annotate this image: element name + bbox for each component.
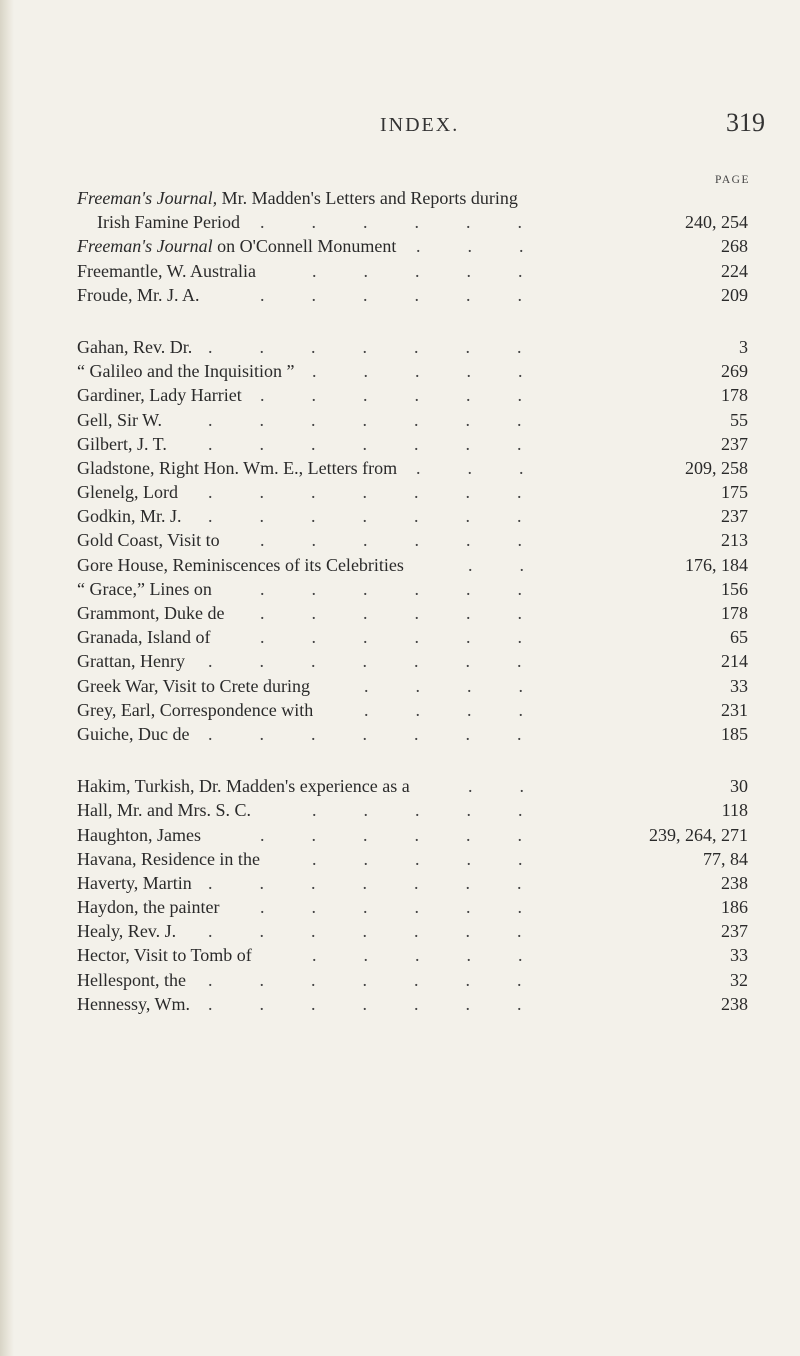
entry-term-text: Gold Coast, Visit to bbox=[77, 530, 220, 551]
entry-term bbox=[77, 259, 256, 283]
index-entry bbox=[0, 283, 800, 307]
entry-term-text: Hellespont, the bbox=[77, 969, 186, 990]
entry-term bbox=[77, 553, 404, 577]
entry-pages: 3 bbox=[739, 336, 748, 357]
entry-pages: 209, 258 bbox=[685, 457, 748, 478]
entry-pages: 238 bbox=[721, 993, 748, 1014]
entry-term-text: Hennessy, Wm. bbox=[77, 993, 190, 1014]
index-group-h bbox=[0, 774, 800, 1016]
entry-term bbox=[77, 919, 176, 943]
entry-pages: 175 bbox=[721, 482, 748, 503]
index-entry bbox=[0, 577, 800, 601]
index-entry bbox=[0, 408, 800, 432]
index-entry bbox=[0, 968, 800, 992]
entry-term-text: Grammont, Duke de bbox=[77, 603, 225, 623]
entry-term bbox=[77, 823, 201, 847]
index-entry bbox=[0, 847, 800, 871]
entry-pages: 186 bbox=[721, 897, 748, 918]
entry-term-text: Gladstone, Right Hon. Wm. E., Letters from bbox=[77, 457, 398, 478]
index-list bbox=[0, 186, 800, 1016]
entry-pages: 178 bbox=[721, 385, 748, 406]
index-entry bbox=[0, 383, 800, 407]
dot-leader: ..... bbox=[312, 260, 570, 281]
dot-leader: ...... bbox=[260, 385, 569, 406]
entry-pages: 55 bbox=[730, 409, 748, 430]
entry-term bbox=[77, 798, 251, 822]
index-entry bbox=[0, 335, 800, 359]
index-entry bbox=[0, 528, 800, 552]
dot-leader: ..... bbox=[312, 361, 570, 382]
entry-pages: 231 bbox=[721, 699, 748, 720]
index-entry bbox=[0, 992, 800, 1016]
entry-term-text: Irish Famine Period bbox=[97, 212, 240, 233]
entry-term-text: “ Galileo and the Inquisition ” bbox=[77, 361, 295, 382]
entry-pages: 237 bbox=[721, 433, 748, 454]
entry-term-italic: Freeman's Journal bbox=[77, 236, 213, 257]
entry-term-text: Froude, Mr. J. A. bbox=[77, 284, 200, 305]
entry-term bbox=[77, 283, 200, 307]
dot-leader: ...... bbox=[260, 530, 569, 551]
entry-term bbox=[77, 577, 212, 601]
entry-term-text: Gardiner, Lady Harriet bbox=[77, 385, 242, 406]
dot-leader: ..... bbox=[312, 800, 570, 821]
entry-pages: 238 bbox=[721, 872, 748, 893]
index-entry bbox=[0, 674, 800, 698]
dot-leader: .. bbox=[468, 776, 571, 797]
dot-leader: .. bbox=[468, 554, 571, 575]
index-entry bbox=[0, 432, 800, 456]
entry-term bbox=[77, 847, 260, 871]
entry-term-text: Grattan, Henry bbox=[77, 651, 185, 672]
dot-leader: ...... bbox=[260, 897, 569, 918]
entry-term-text: Freemantle, W. Australia bbox=[77, 260, 256, 281]
entry-term-text: Healy, Rev. J. bbox=[77, 921, 177, 942]
entry-term-text: Hector, Visit to Tomb of bbox=[77, 945, 252, 966]
entry-term bbox=[77, 456, 397, 480]
entry-term bbox=[77, 234, 396, 258]
entry-term bbox=[77, 625, 210, 649]
index-entry bbox=[0, 895, 800, 919]
dot-leader: ...... bbox=[260, 284, 569, 305]
entry-pages: 213 bbox=[721, 530, 748, 551]
entry-term-text: Gore House, Reminiscences of its Celebrities bbox=[77, 554, 404, 575]
page-number: 319 bbox=[726, 108, 765, 137]
dot-leader: ....... bbox=[208, 993, 569, 1014]
entry-pages: 209 bbox=[721, 284, 748, 305]
entry-term bbox=[77, 968, 186, 992]
entry-term bbox=[77, 674, 310, 698]
entry-term bbox=[77, 649, 185, 673]
entry-term bbox=[77, 943, 252, 967]
index-entry bbox=[0, 259, 800, 283]
entry-term-text: Grey, Earl, Correspondence with bbox=[77, 699, 314, 720]
entry-pages: 77, 84 bbox=[703, 848, 748, 869]
index-entry bbox=[0, 480, 800, 504]
entry-term bbox=[77, 383, 242, 407]
index-group-g bbox=[0, 335, 800, 746]
index-entry bbox=[0, 601, 800, 625]
entry-term bbox=[77, 408, 162, 432]
dot-leader: ....... bbox=[208, 506, 569, 527]
index-entry bbox=[0, 722, 800, 746]
entry-pages: 33 bbox=[730, 675, 748, 696]
entry-term bbox=[77, 774, 410, 798]
entry-term bbox=[77, 601, 224, 625]
dot-leader: .... bbox=[364, 699, 570, 720]
entry-term-text: Haydon, the painter bbox=[77, 897, 220, 918]
dot-leader: ....... bbox=[208, 433, 569, 454]
entry-pages: 224 bbox=[721, 260, 748, 281]
entry-term-text: Haverty, Martin bbox=[77, 872, 192, 893]
entry-pages: 237 bbox=[721, 921, 748, 942]
dot-leader: ...... bbox=[260, 603, 569, 623]
entry-term-text: Gahan, Rev. Dr. bbox=[77, 336, 193, 357]
entry-term-text: Guiche, Duc de bbox=[77, 723, 190, 744]
entry-pages: 32 bbox=[730, 969, 748, 990]
entry-pages: 269 bbox=[721, 361, 748, 382]
entry-term bbox=[77, 359, 294, 383]
entry-term-text: Greek War, Visit to Crete during bbox=[77, 675, 311, 696]
index-entry bbox=[0, 774, 800, 798]
entry-term-text: Gilbert, J. T. bbox=[77, 433, 167, 454]
entry-pages: 65 bbox=[730, 627, 748, 648]
dot-leader: ...... bbox=[260, 212, 569, 233]
entry-pages: 240, 254 bbox=[685, 212, 748, 233]
index-group-f bbox=[0, 186, 800, 307]
index-entry bbox=[0, 798, 800, 822]
dot-leader: ....... bbox=[208, 723, 569, 744]
entry-term-italic: Freeman's Journal, bbox=[77, 188, 218, 208]
page-header bbox=[0, 106, 800, 140]
entry-pages: 178 bbox=[721, 603, 748, 623]
dot-leader: ..... bbox=[312, 945, 570, 966]
index-entry bbox=[0, 553, 800, 577]
page-column-heading: PAGE bbox=[715, 174, 750, 186]
entry-term-text: Hakim, Turkish, Dr. Madden's experience as a bbox=[77, 776, 410, 797]
entry-pages: 176, 184 bbox=[685, 554, 748, 575]
entry-term-text: on O'Connell Monument bbox=[212, 236, 397, 257]
dot-leader: .... bbox=[364, 675, 570, 696]
entry-term-text: Godkin, Mr. J. bbox=[77, 506, 182, 527]
dot-leader: ....... bbox=[208, 482, 569, 503]
entry-term-text: “ Grace,” Lines on bbox=[77, 578, 212, 599]
entry-term bbox=[77, 698, 313, 722]
running-head: INDEX. bbox=[380, 114, 460, 136]
entry-pages: 237 bbox=[721, 506, 748, 527]
dot-leader: ..... bbox=[312, 848, 570, 869]
entry-pages: 268 bbox=[721, 236, 748, 257]
entry-pages: 30 bbox=[730, 776, 748, 797]
index-entry bbox=[0, 649, 800, 673]
dot-leader: ... bbox=[416, 457, 571, 478]
dot-leader: ....... bbox=[208, 969, 569, 990]
entry-term-text: Hall, Mr. and Mrs. S. C. bbox=[77, 800, 252, 821]
dot-leader: ... bbox=[416, 236, 571, 257]
entry-term bbox=[77, 504, 182, 528]
index-entry bbox=[0, 823, 800, 847]
entry-pages: 185 bbox=[721, 723, 748, 744]
dot-leader: ...... bbox=[260, 824, 569, 845]
dot-leader: ....... bbox=[208, 921, 569, 942]
entry-pages: 239, 264, 271 bbox=[649, 824, 748, 845]
entry-term bbox=[77, 335, 192, 359]
entry-term bbox=[77, 722, 189, 746]
entry-term-text: Glenelg, Lord bbox=[77, 482, 178, 503]
entry-term-text: Havana, Residence in the bbox=[77, 848, 260, 869]
entry-term bbox=[77, 480, 178, 504]
index-entry bbox=[0, 943, 800, 967]
index-entry bbox=[0, 186, 800, 210]
dot-leader: ....... bbox=[208, 651, 569, 672]
entry-term-text: Gell, Sir W. bbox=[77, 409, 163, 430]
dot-leader: ....... bbox=[208, 409, 569, 430]
entry-term-text: Mr. Madden's Letters and Reports during bbox=[217, 188, 518, 208]
index-entry bbox=[0, 234, 800, 258]
dot-leader: ...... bbox=[260, 578, 569, 599]
index-entry bbox=[0, 359, 800, 383]
dot-leader: ....... bbox=[208, 872, 569, 893]
entry-term bbox=[77, 186, 518, 210]
entry-term bbox=[97, 210, 240, 234]
dot-leader: ....... bbox=[208, 336, 569, 357]
entry-term bbox=[77, 871, 192, 895]
entry-pages: 156 bbox=[721, 578, 748, 599]
entry-pages: 214 bbox=[721, 651, 748, 672]
entry-term bbox=[77, 432, 167, 456]
index-entry bbox=[0, 919, 800, 943]
dot-leader: ...... bbox=[260, 627, 569, 648]
entry-term-text: Granada, Island of bbox=[77, 627, 211, 648]
entry-pages: 33 bbox=[730, 945, 748, 966]
entry-term-text: Haughton, James bbox=[77, 824, 201, 845]
entry-term bbox=[77, 528, 220, 552]
index-entry bbox=[0, 698, 800, 722]
index-entry bbox=[0, 871, 800, 895]
index-entry bbox=[0, 504, 800, 528]
index-entry bbox=[0, 625, 800, 649]
index-entry bbox=[0, 210, 800, 234]
entry-term bbox=[77, 895, 219, 919]
entry-pages: 118 bbox=[721, 800, 748, 821]
index-entry bbox=[0, 456, 800, 480]
entry-term bbox=[77, 992, 190, 1016]
